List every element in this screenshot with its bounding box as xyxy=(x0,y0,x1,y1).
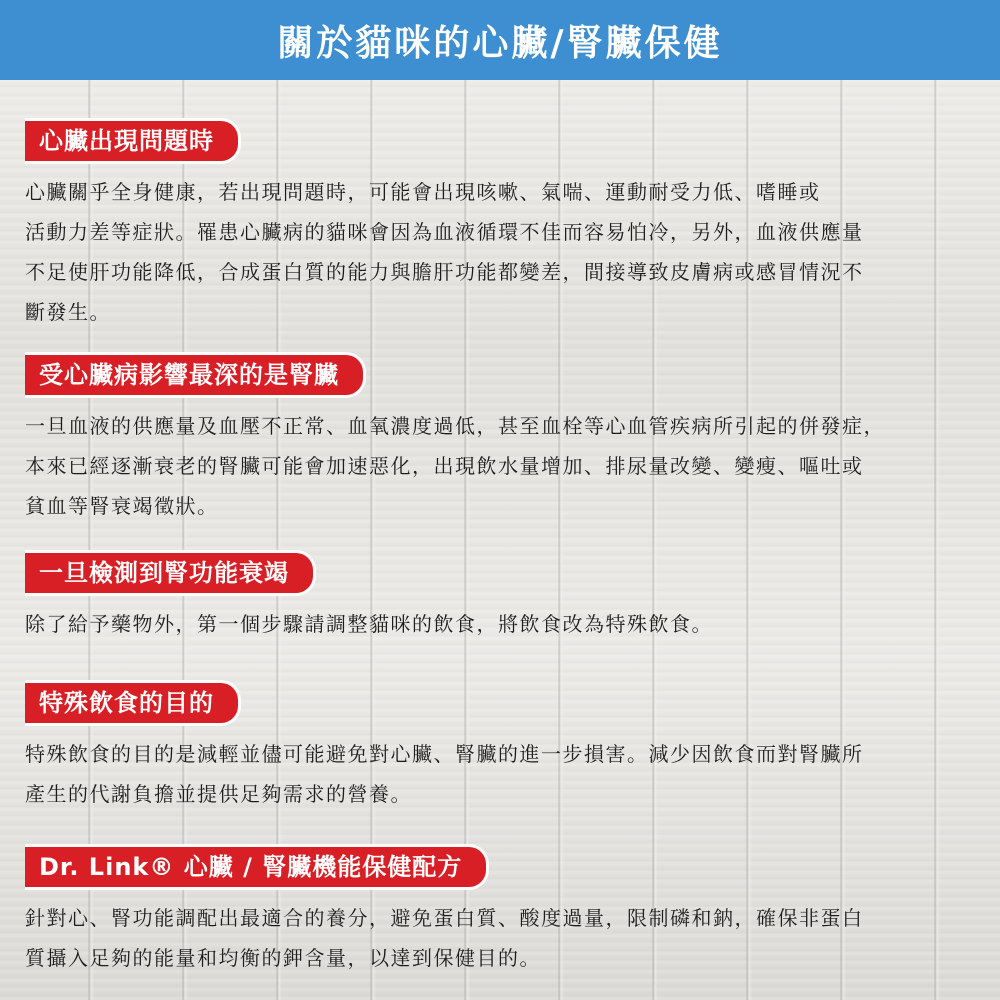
section-heart-problems xyxy=(25,118,975,332)
section-body xyxy=(25,172,975,332)
section-kidney-failure-detected xyxy=(25,550,975,644)
body-line: 本來已經逐漸衰老的腎臟可能會加速惡化，出現飲水量增加、排尿量改變、變瘦、嘔吐或 xyxy=(25,454,864,478)
page-header xyxy=(0,0,1000,80)
body-line: 一旦血液的供應量及血壓不正常、血氧濃度過低，甚至血栓等心血管疾病所引起的併發症， xyxy=(25,414,885,438)
body-line: 產生的代謝負擔並提供足夠需求的營養。 xyxy=(25,782,412,806)
section-body xyxy=(25,734,975,814)
section-body xyxy=(25,898,975,978)
body-line: 針對心、腎功能調配出最適合的養分，避免蛋白質、酸度過量，限制磷和鈉，確保非蛋白 xyxy=(25,906,864,930)
body-line: 斷發生。 xyxy=(25,300,111,324)
section-heading: Dr. Link® 心臟 / 腎臟機能保健配方 xyxy=(25,844,489,890)
section-dr-link-formula xyxy=(25,844,975,978)
body-line: 除了給予藥物外，第一個步驟請調整貓咪的飲食，將飲食改為特殊飲食。 xyxy=(25,612,713,636)
body-line: 活動力差等症狀。罹患心臟病的貓咪會因為血液循環不佳而容易怕冷，另外，血液供應量 xyxy=(25,220,864,244)
body-line: 心臟關乎全身健康，若出現問題時，可能會出現咳嗽、氣喘、運動耐受力低、嗜睡或 xyxy=(25,180,821,204)
body-line: 貧血等腎衰竭徵狀。 xyxy=(25,494,219,518)
section-kidney-impact xyxy=(25,352,975,526)
section-heading: 心臟出現問題時 xyxy=(25,118,241,164)
section-special-diet-purpose xyxy=(25,680,975,814)
body-line: 特殊飲食的目的是減輕並儘可能避免對心臟、腎臟的進一步損害。減少因飲食而對腎臟所 xyxy=(25,742,864,766)
section-body xyxy=(25,406,975,526)
section-heading: 受心臟病影響最深的是腎臟 xyxy=(25,352,366,398)
body-line: 質攝入足夠的能量和均衡的鉀含量，以達到保健目的。 xyxy=(25,946,541,970)
page-title: 關於貓咪的心臟/腎臟保健 xyxy=(277,22,723,64)
section-heading: 特殊飲食的目的 xyxy=(25,680,241,726)
body-line: 不足使肝功能降低，合成蛋白質的能力與膽肝功能都變差，間接導致皮膚病或感冒情況不 xyxy=(25,260,864,284)
section-heading: 一旦檢測到腎功能衰竭 xyxy=(25,550,316,596)
section-body xyxy=(25,604,975,644)
